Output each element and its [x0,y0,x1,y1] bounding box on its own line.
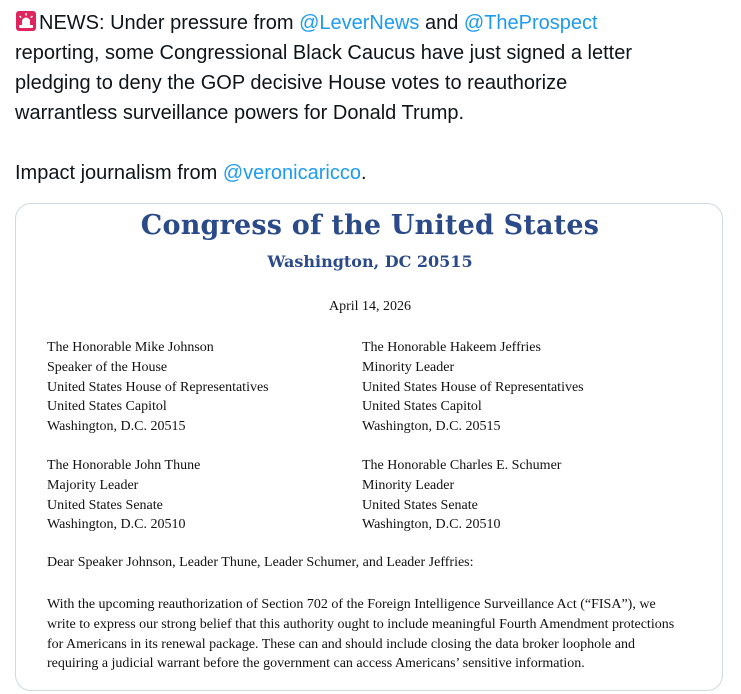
addressee-line: Majority Leader [47,477,139,493]
addressee-line: Speaker of the House [47,359,168,375]
addressee-line: Minority Leader [362,359,455,375]
addressee-line: Washington, D.C. 20515 [47,419,186,435]
police-siren-icon [15,10,37,32]
addressee-block [362,456,561,535]
tweet-text [15,8,727,188]
tweet-spacer [15,128,727,158]
letterhead-title: Congress of the United States [140,210,600,241]
addressee-block [47,338,269,437]
addressee-block [362,338,584,437]
tweet-line-1 [15,8,727,38]
tweet-line-5 [15,158,727,188]
addressee-line: United States House of Representatives [47,379,269,395]
letter-body-line: With the upcoming reauthorization of Section 702 of the Foreign Intelligence Surveillance Act (“FISA”), we [47,597,656,612]
addressee-line: The Honorable Charles E. Schumer [362,458,562,473]
tweet-line-5-text: Impact journalism from [15,162,223,184]
letter-body-line: requiring a judicial warrant before the government can access Americans’ sensitive information. [47,656,585,672]
letter-date: April 14, 2026 [328,299,412,314]
letter-body-paragraph [47,595,723,674]
mention-veronicaricco-link[interactable]: @veronicaricco [222,162,361,184]
addressee-line: The Honorable Hakeem Jeffries [362,340,541,355]
addressee-line: Washington, D.C. 20510 [47,517,186,533]
tweet-line-5-suffix: . [360,162,367,184]
letter-body-line: for Americans in its renewal package. These can and should include closing the data broker loophole and [47,636,635,652]
tweet-line-2: reporting, some Congressional Black Caucus have just signed a letter [15,42,632,64]
letter-image [16,204,723,691]
tweet-line-4: warrantless surveillance powers for Donald Trump. [15,102,465,124]
addressee-line: United States Capitol [362,399,482,415]
addressee-line: The Honorable Mike Johnson [47,340,214,355]
letter-salutation: Dear Speaker Johnson, Leader Thune, Leader Schumer, and Leader Jeffries: [47,555,474,570]
addressee-line: Washington, D.C. 20510 [362,517,501,533]
addressee-line: United States Senate [47,497,163,513]
addressee-line: The Honorable John Thune [47,458,201,473]
addressee-line: Minority Leader [362,477,455,493]
letter-body-line: write to express our strong belief that this authority ought to include meaningful Fourth Amendment protections [47,616,675,632]
addressee-line: United States Senate [362,497,478,513]
addressee-line: United States Capitol [47,399,167,415]
mention-theprospect-link[interactable]: @TheProspect [463,12,598,34]
addressee-line: Washington, D.C. 20515 [362,419,501,435]
addressee-line: United States House of Representatives [362,379,584,395]
letterhead-subtitle: Washington, DC 20515 [267,252,473,271]
tweet-line-1-and: and [419,12,464,34]
tweet-line-3: pledging to deny the GOP decisive House votes to reauthorize [15,72,568,94]
addressee-block [47,456,200,535]
tweet-line-1-text: NEWS: Under pressure from [39,12,300,34]
mention-levernews-link[interactable]: @LeverNews [299,12,420,34]
media-image-card[interactable] [15,203,723,691]
